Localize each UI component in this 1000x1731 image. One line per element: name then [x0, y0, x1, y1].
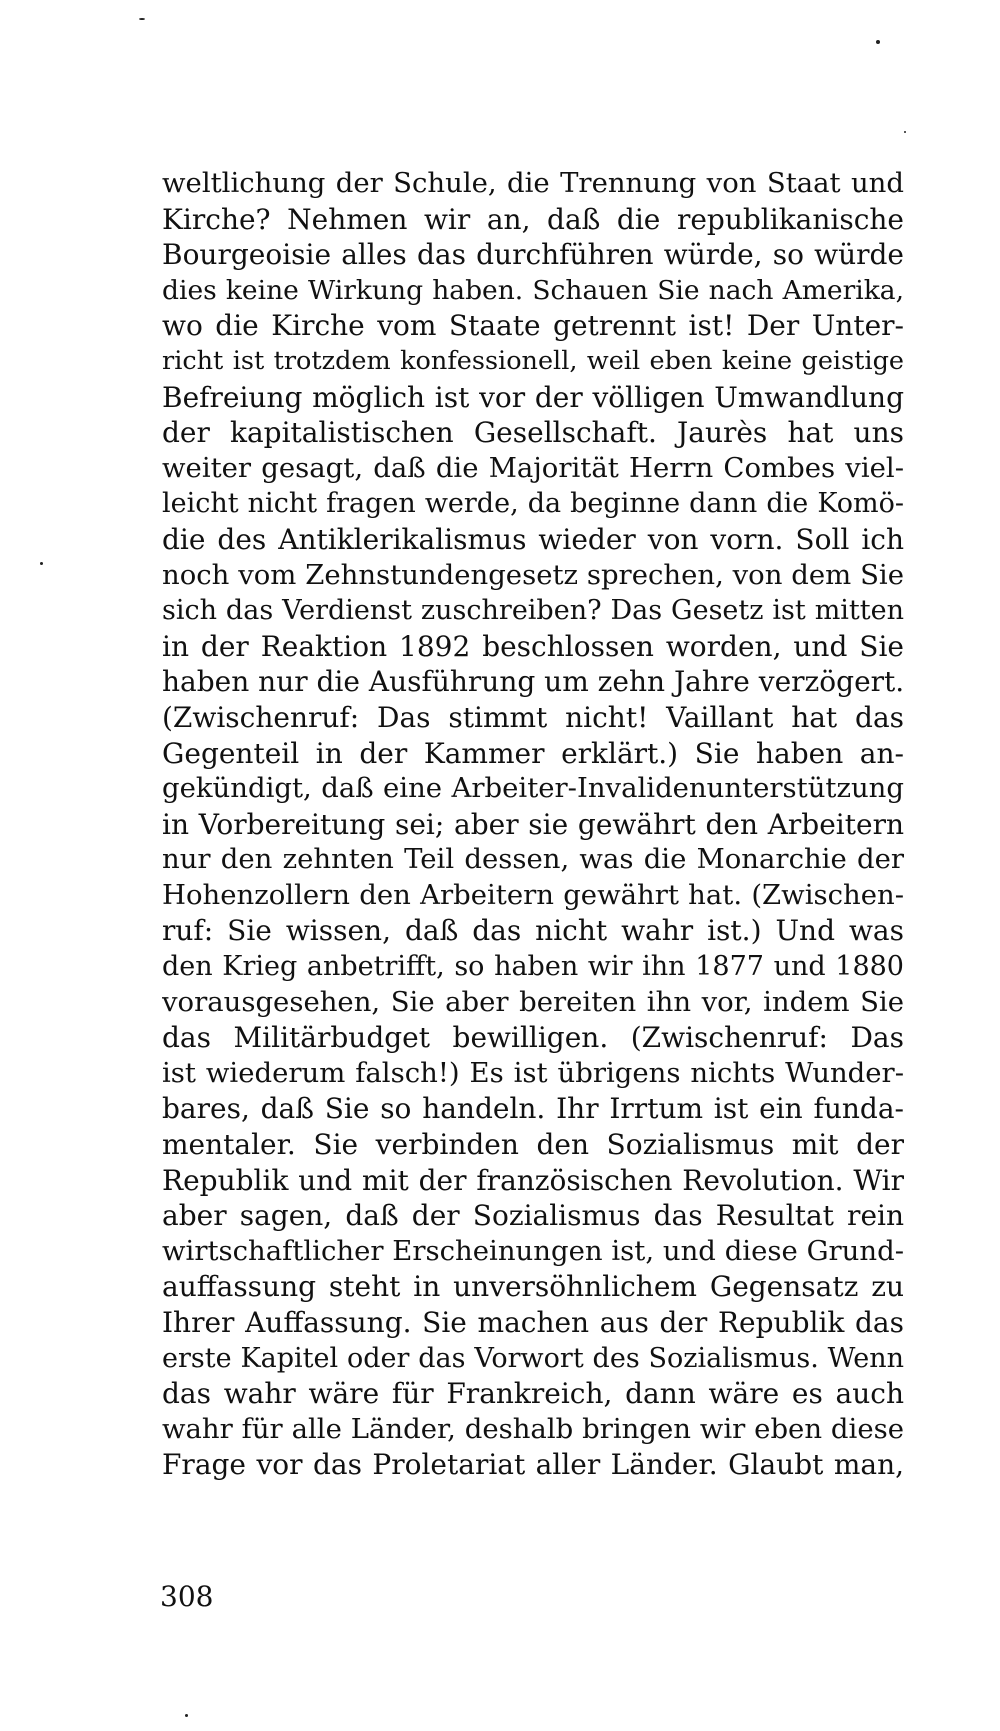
- text-line: weiter gesagt, daß die Majorität Herrn Combes viel-: [162, 451, 904, 484]
- text-line: aber sagen, daß der Sozialismus das Resultat rein: [162, 1199, 904, 1233]
- text-line: bares, daß Sie so handeln. Ihr Irrtum ist ein funda-: [162, 1092, 904, 1126]
- text-line: wo die Kirche vom Staate getrennt ist! Der Unter-: [162, 309, 904, 343]
- text-line: dies keine Wirkung haben. Schauen Sie nach Amerika,: [162, 274, 904, 306]
- text-line: erste Kapitel oder das Vorwort des Sozialismus. Wenn: [162, 1342, 904, 1374]
- text-line: leicht nicht fragen werde, da beginne dann die Komö-: [162, 488, 904, 520]
- text-line: sich das Verdienst zuschreiben? Das Gesetz ist mitten: [162, 595, 904, 627]
- text-line: weltlichung der Schule, die Trennung von Staat und: [162, 167, 904, 199]
- text-line: haben nur die Ausführung um zehn Jahre verzögert.: [162, 665, 904, 699]
- text-line: die des Antiklerikalismus wieder von vorn. Soll ich: [162, 522, 904, 556]
- scan-speck: [904, 131, 906, 133]
- text-line: mentaler. Sie verbinden den Sozialismus mit der: [162, 1128, 904, 1162]
- text-line: das Militärbudget bewilligen. (Zwischenruf: Das: [162, 1021, 904, 1055]
- text-line: Kirche? Nehmen wir an, daß die republikanische: [162, 202, 904, 236]
- text-line: Frage vor das Proletariat aller Länder. Glaubt man,: [162, 1448, 904, 1482]
- text-line: vorausgesehen, Sie aber bereiten ihn vor, indem Sie: [162, 985, 904, 1018]
- text-line: in der Reaktion 1892 beschlossen worden, und Sie: [162, 629, 904, 663]
- text-line: wahr für alle Länder, deshalb bringen wir eben diese: [162, 1412, 904, 1445]
- text-line: nur den zehnten Teil dessen, was die Monarchie der: [162, 843, 904, 876]
- page-number: 308: [160, 1580, 214, 1613]
- text-line: (Zwischenruf: Das stimmt nicht! Vaillant hat das: [162, 700, 904, 734]
- text-line: richt ist trotzdem konfessionell, weil eben keine geistige: [162, 345, 904, 376]
- text-line: Gegenteil in der Kammer erklärt.) Sie haben an-: [162, 736, 904, 770]
- text-line: auffassung steht in unversöhnlichem Gegensatz zu: [162, 1270, 904, 1304]
- scan-speck: [139, 18, 145, 20]
- text-line: noch vom Zehnstundengesetz sprechen, von dem Sie: [162, 558, 904, 591]
- text-line: ruf: Sie wissen, daß das nicht wahr ist.) Und was: [162, 914, 904, 948]
- body-text: [162, 166, 904, 1483]
- text-line: den Krieg anbetrifft, so haben wir ihn 1877 und 1880: [162, 951, 904, 983]
- text-line: in Vorbereitung sei; aber sie gewährt den Arbeitern: [162, 807, 904, 841]
- text-line: Republik und mit der französischen Revolution. Wir: [162, 1163, 904, 1197]
- text-line: Hohenzollern den Arbeitern gewährt hat. (Zwischen-: [162, 878, 904, 911]
- text-line: Befreiung möglich ist vor der völligen Umwandlung: [162, 380, 904, 414]
- scan-speck: [876, 40, 880, 44]
- scan-speck: [40, 562, 43, 565]
- text-line: der kapitalistischen Gesellschaft. Jaurès hat uns: [162, 416, 904, 450]
- text-line: wirtschaftlicher Erscheinungen ist, und diese Grund-: [162, 1234, 904, 1267]
- text-line: gekündigt, daß eine Arbeiter-Invalidenunterstützung: [162, 772, 904, 805]
- text-line: Ihrer Auffassung. Sie machen aus der Republik das: [162, 1306, 904, 1339]
- scan-speck: [185, 1714, 188, 1717]
- text-line: Bourgeoisie alles das durchführen würde, so würde: [162, 238, 904, 272]
- text-line: das wahr wäre für Frankreich, dann wäre es auch: [162, 1377, 904, 1411]
- text-line: ist wiederum falsch!) Es ist übrigens nichts Wunder-: [162, 1056, 904, 1089]
